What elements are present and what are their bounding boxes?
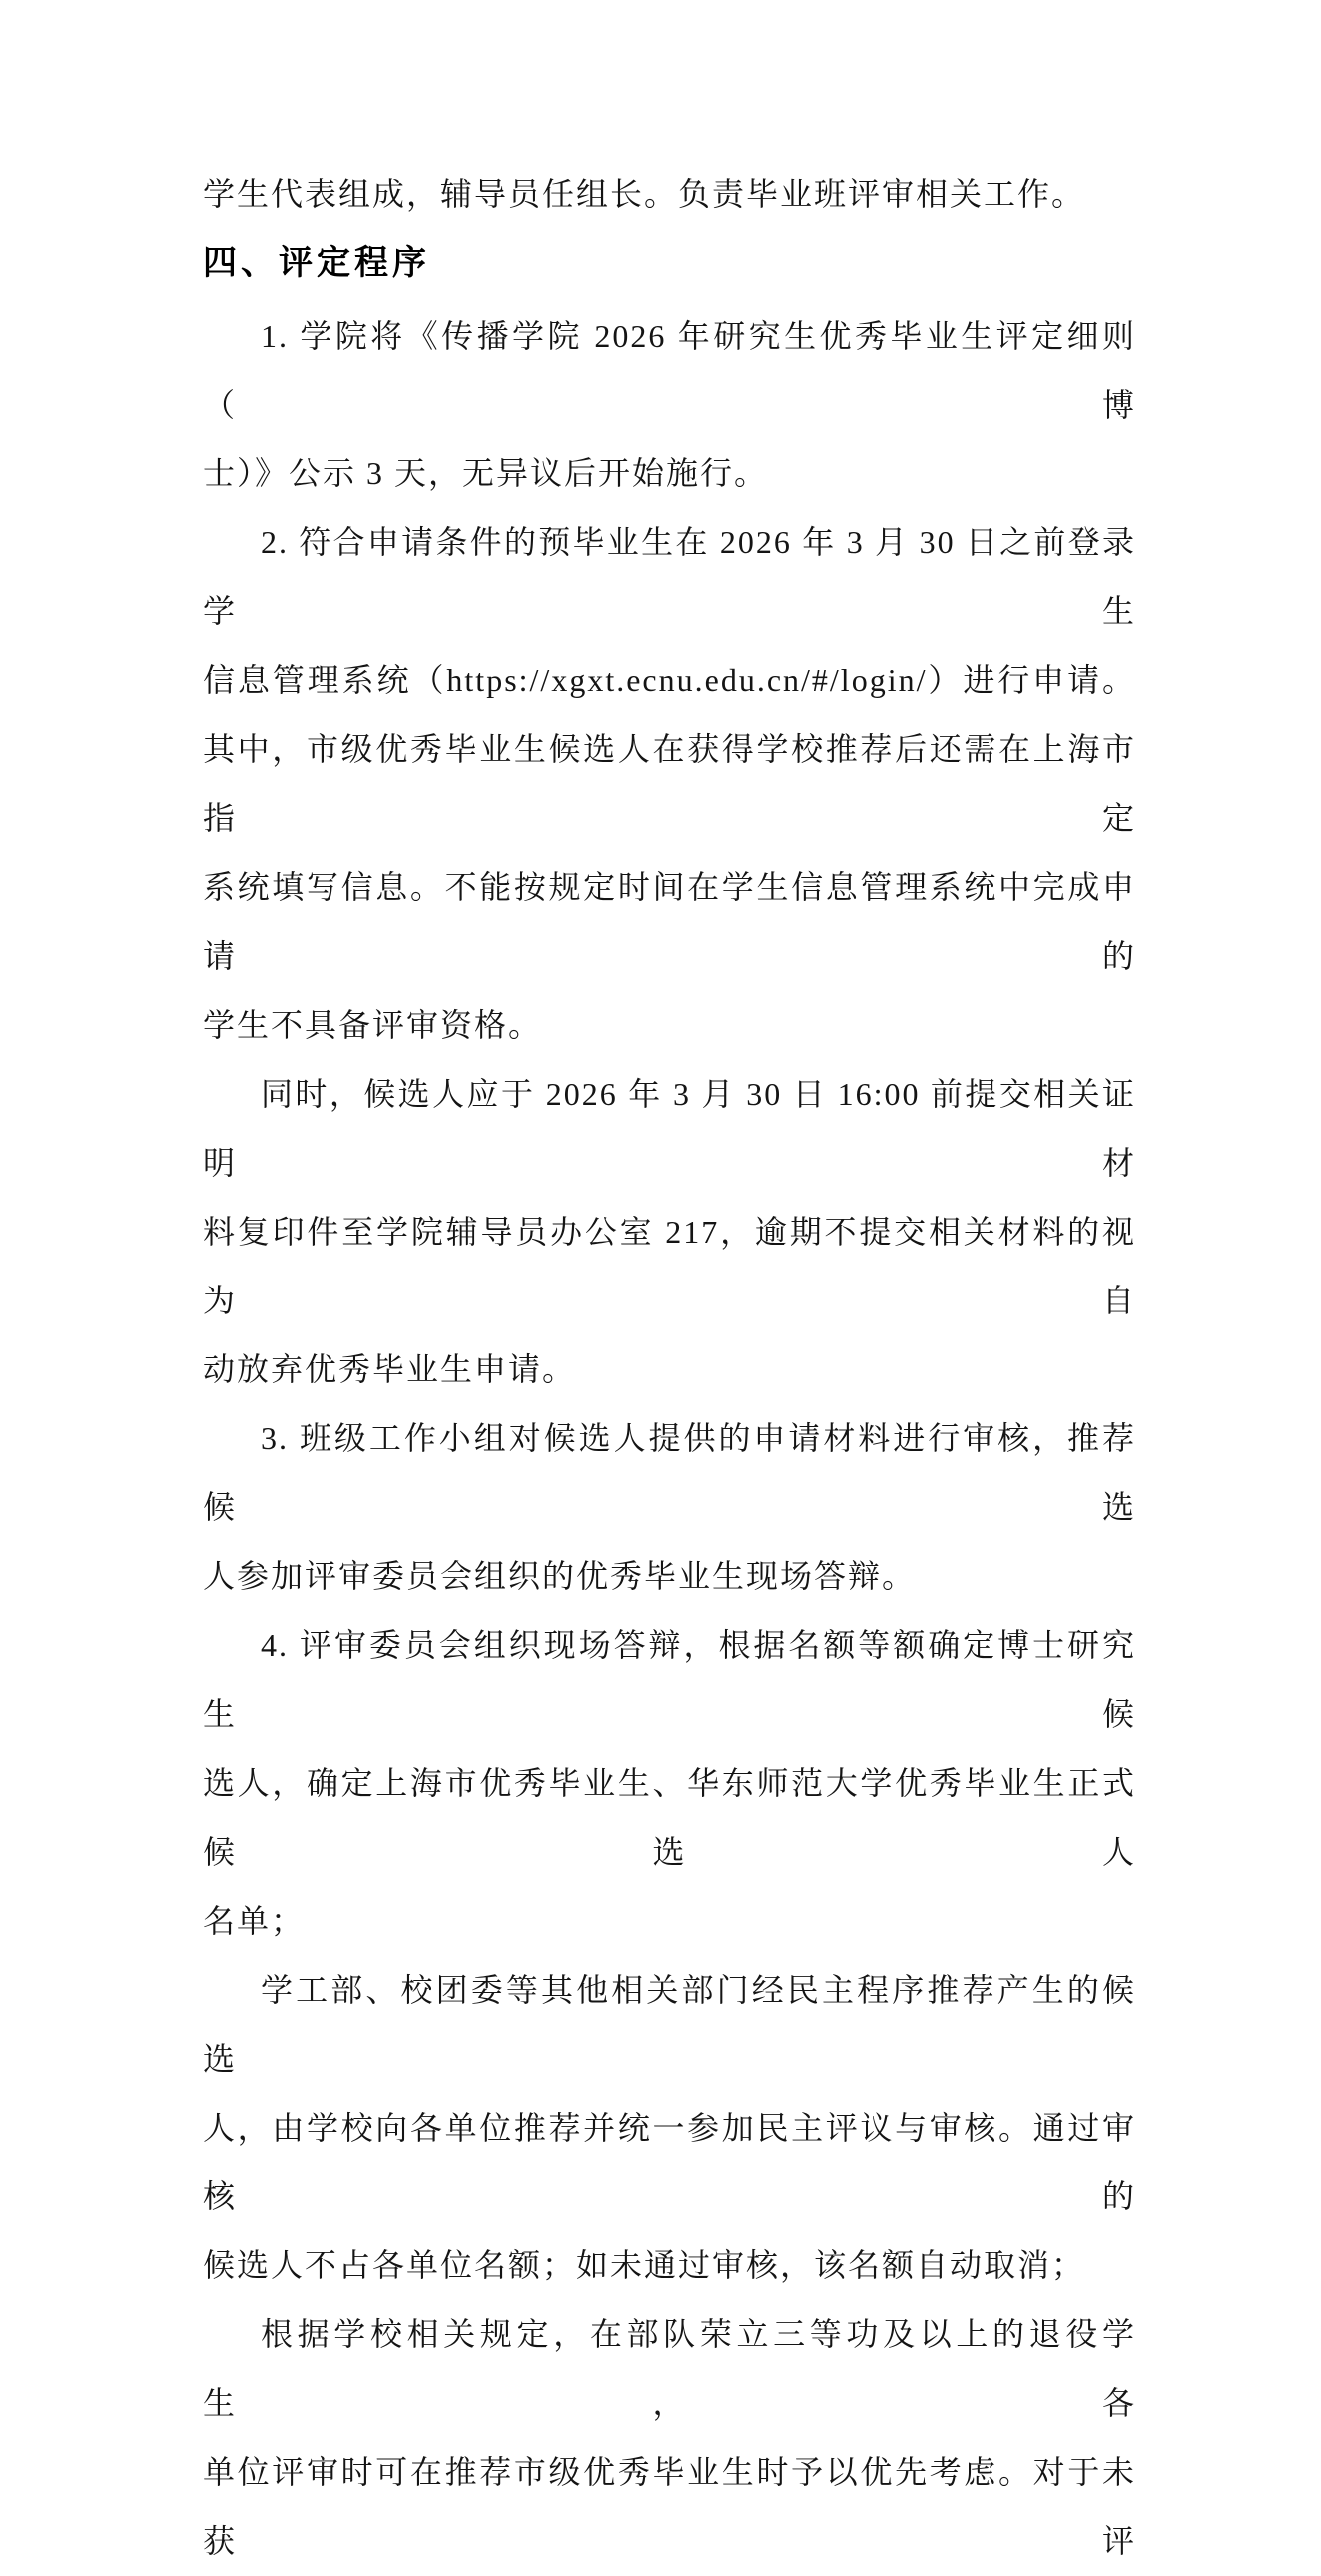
text-line: 选人，确定上海市优秀毕业生、华东师范大学优秀毕业生正式候选人 <box>203 1765 1136 1870</box>
text-line: 料复印件至学院辅导员办公室 217，逾期不提交相关材料的视为自 <box>203 1214 1136 1318</box>
text-line: 候选人不占各单位名额；如未通过审核，该名额自动取消； <box>203 2247 1086 2283</box>
text-line: 动放弃优秀毕业生申请。 <box>203 1351 577 1387</box>
text-line: 人，由学校向各单位推荐并统一参加民主评议与审核。通过审核的 <box>203 2110 1136 2214</box>
text-line: 士）》公示 3 天，无异议后开始施行。 <box>203 455 769 491</box>
text-line: 其中，市级优秀毕业生候选人在获得学校推荐后还需在上海市指定 <box>203 731 1136 836</box>
text-line: 2. 符合申请条件的预毕业生在 2026 年 3 月 30 日之前登录学生 <box>203 524 1136 629</box>
text-line: 4. 评审委员会组织现场答辩，根据名额等额确定博士研究生候 <box>203 1627 1136 1732</box>
text-line: 名单； <box>203 1903 306 1939</box>
text-line: 人参加评审委员会组织的优秀毕业生现场答辩。 <box>203 1558 917 1594</box>
text-line: 信息管理系统（https://xgxt.ecnu.edu.cn/#/login/）进行申请。 <box>203 662 1136 698</box>
document-body <box>203 160 1136 2576</box>
text-line: 学生代表组成，辅导员任组长。负责毕业班评审相关工作。 <box>203 176 1086 212</box>
text-line: 同时，候选人应于 2026 年 3 月 30 日 16:00 前提交相关证明材 <box>203 1076 1136 1181</box>
section-heading: 四、评定程序 <box>203 244 430 282</box>
text-line: 1. 学院将《传播学院 2026 年研究生优秀毕业生评定细则（博 <box>203 318 1136 423</box>
text-line: 系统填写信息。不能按规定时间在学生信息管理系统中完成申请的 <box>203 869 1136 974</box>
text-line: 单位评审时可在推荐市级优秀毕业生时予以优先考虑。对于未获评 <box>203 2454 1136 2559</box>
text-line: 学生不具备评审资格。 <box>203 1007 543 1043</box>
text-line: 3. 班级工作小组对候选人提供的申请材料进行审核，推荐候选 <box>203 1420 1136 1525</box>
text-line: 学工部、校团委等其他相关部门经民主程序推荐产生的候选 <box>203 1972 1136 2077</box>
text-line: 根据学校相关规定，在部队荣立三等功及以上的退役学生，各 <box>203 2316 1136 2421</box>
